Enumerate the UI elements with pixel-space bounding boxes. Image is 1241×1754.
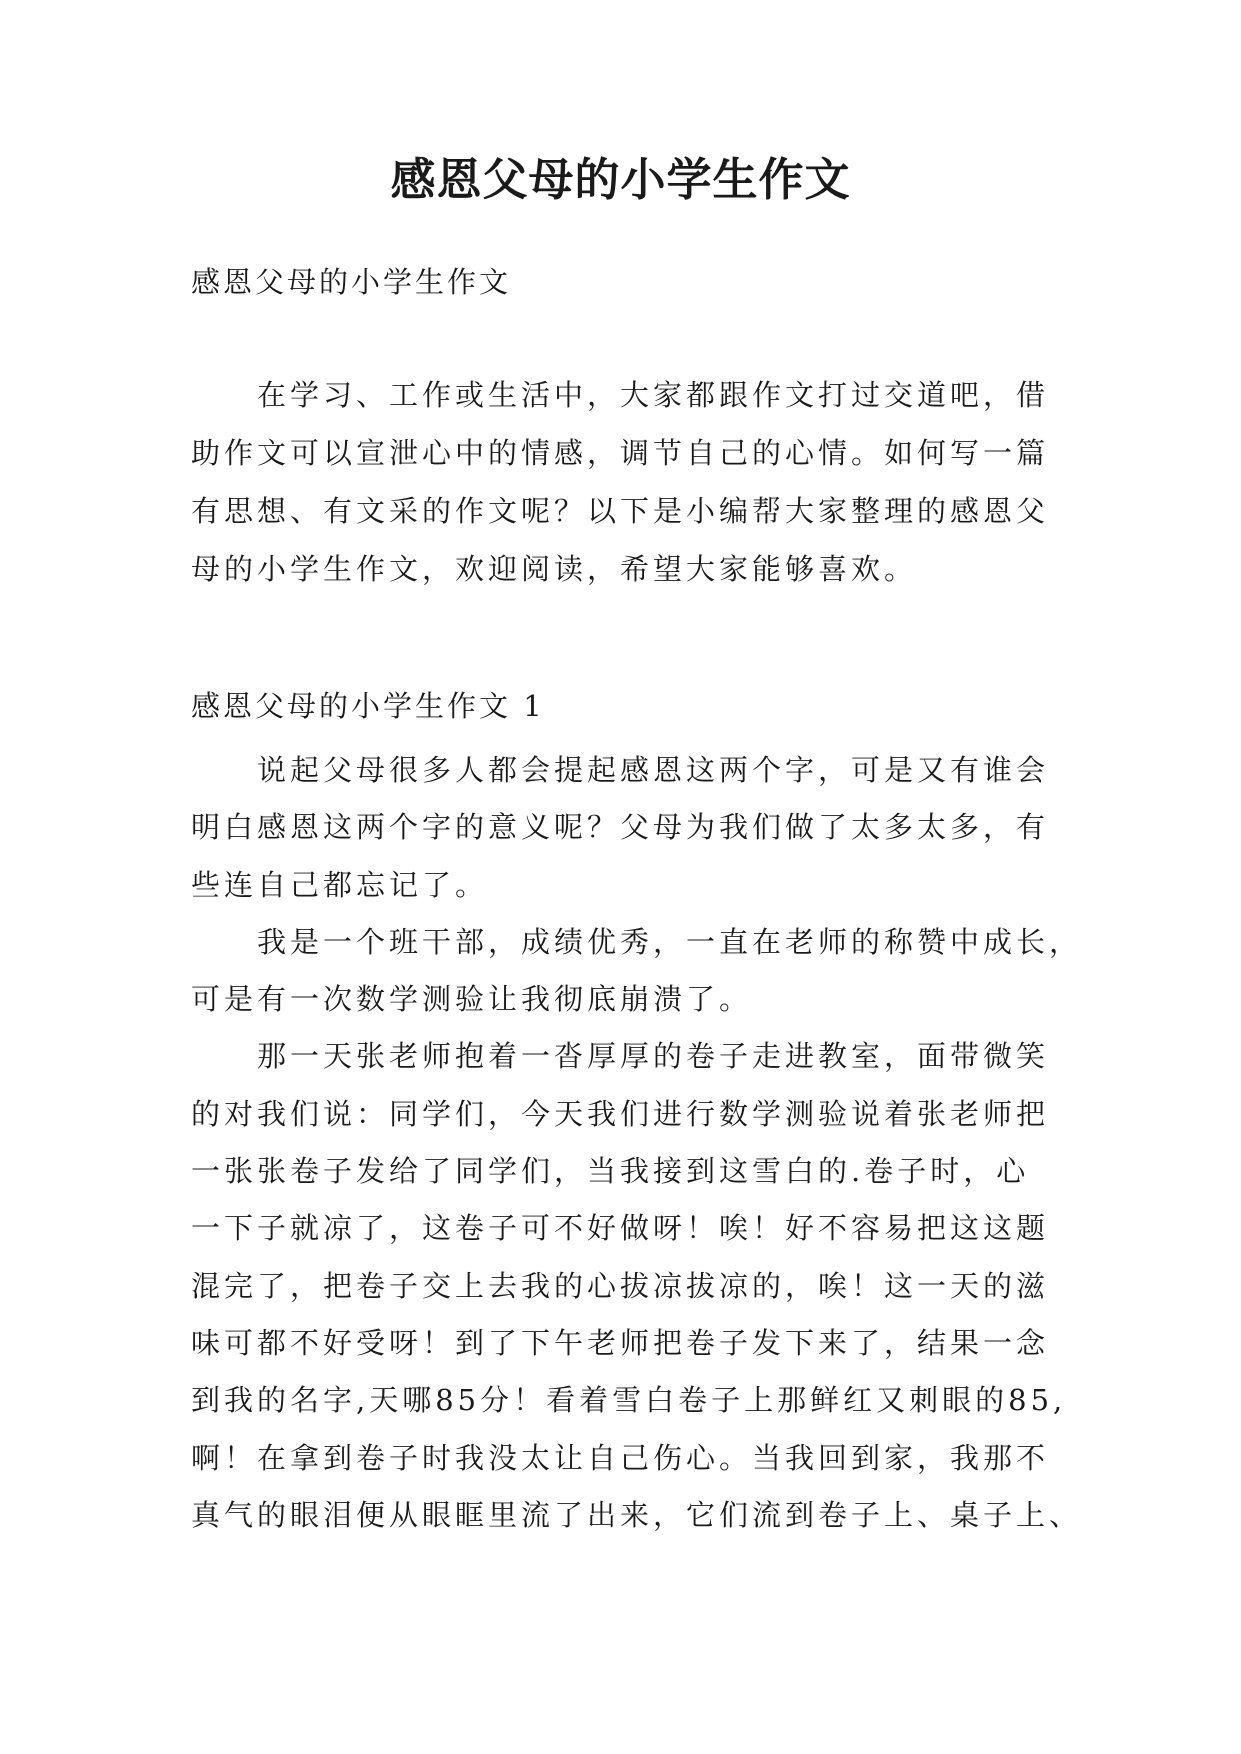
section-heading: 感恩父母的小学生作文 1 — [191, 689, 545, 723]
essay-line: 啊！在拿到卷子时我没太让自己伤心。当我回到家，我那不 — [191, 1440, 1050, 1475]
essay-line: 混完了，把卷子交上去我的心拔凉拔凉的，唉！这一天的滋 — [191, 1268, 1050, 1303]
essay-line: 味可都不好受呀！到了下午老师把卷子发下来了，结果一念 — [191, 1325, 1050, 1360]
essay-line: 一张张卷子发给了同学们，当我接到这雪白的.卷子时，心 — [191, 1154, 1030, 1189]
essay-line: 真气的眼泪便从眼眶里流了出来，它们流到卷子上、桌子上、 — [191, 1497, 1083, 1532]
intro-paragraph — [191, 366, 1051, 598]
document-title: 感恩父母的小学生作文 — [390, 153, 851, 206]
document-subtitle: 感恩父母的小学生作文 — [191, 265, 512, 299]
essay-line: 那一天张老师抱着一沓厚厚的卷子走进教室，面带微笑 — [257, 1039, 1050, 1074]
essay-line: 明白感恩这两个字的意义呢？父母为我们做了太多太多，有 — [191, 810, 1050, 845]
intro-line: 助作文可以宣泄心中的情感，调节自己的心情。如何写一篇 — [191, 436, 1050, 470]
essay-body — [191, 742, 1083, 1544]
intro-line: 在学习、工作或生活中，大家都跟作文打过交道吧，借 — [257, 378, 1050, 412]
essay-line: 些连自己都忘记了。 — [191, 867, 489, 902]
essay-line: 的对我们说：同学们，今天我们进行数学测验说着张老师把 — [191, 1096, 1050, 1131]
essay-line: 一下子就凉了，这卷子可不好做呀！唉！好不容易把这这题 — [191, 1211, 1050, 1246]
essay-line: 可是有一次数学测验让我彻底崩溃了。 — [191, 982, 753, 1017]
essay-line: 说起父母很多人都会提起感恩这两个字，可是又有谁会 — [257, 753, 1050, 787]
essay-line: 我是一个班干部，成绩优秀，一直在老师的称赞中成长， — [257, 924, 1083, 959]
essay-line: 到我的名字,天哪85分！看着雪白卷子上那鲜红又刺眼的85, — [191, 1383, 1067, 1418]
intro-line: 有思想、有文采的作文呢？以下是小编帮大家整理的感恩父 — [191, 494, 1050, 528]
intro-line: 母的小学生作文，欢迎阅读，希望大家能够喜欢。 — [191, 552, 918, 586]
